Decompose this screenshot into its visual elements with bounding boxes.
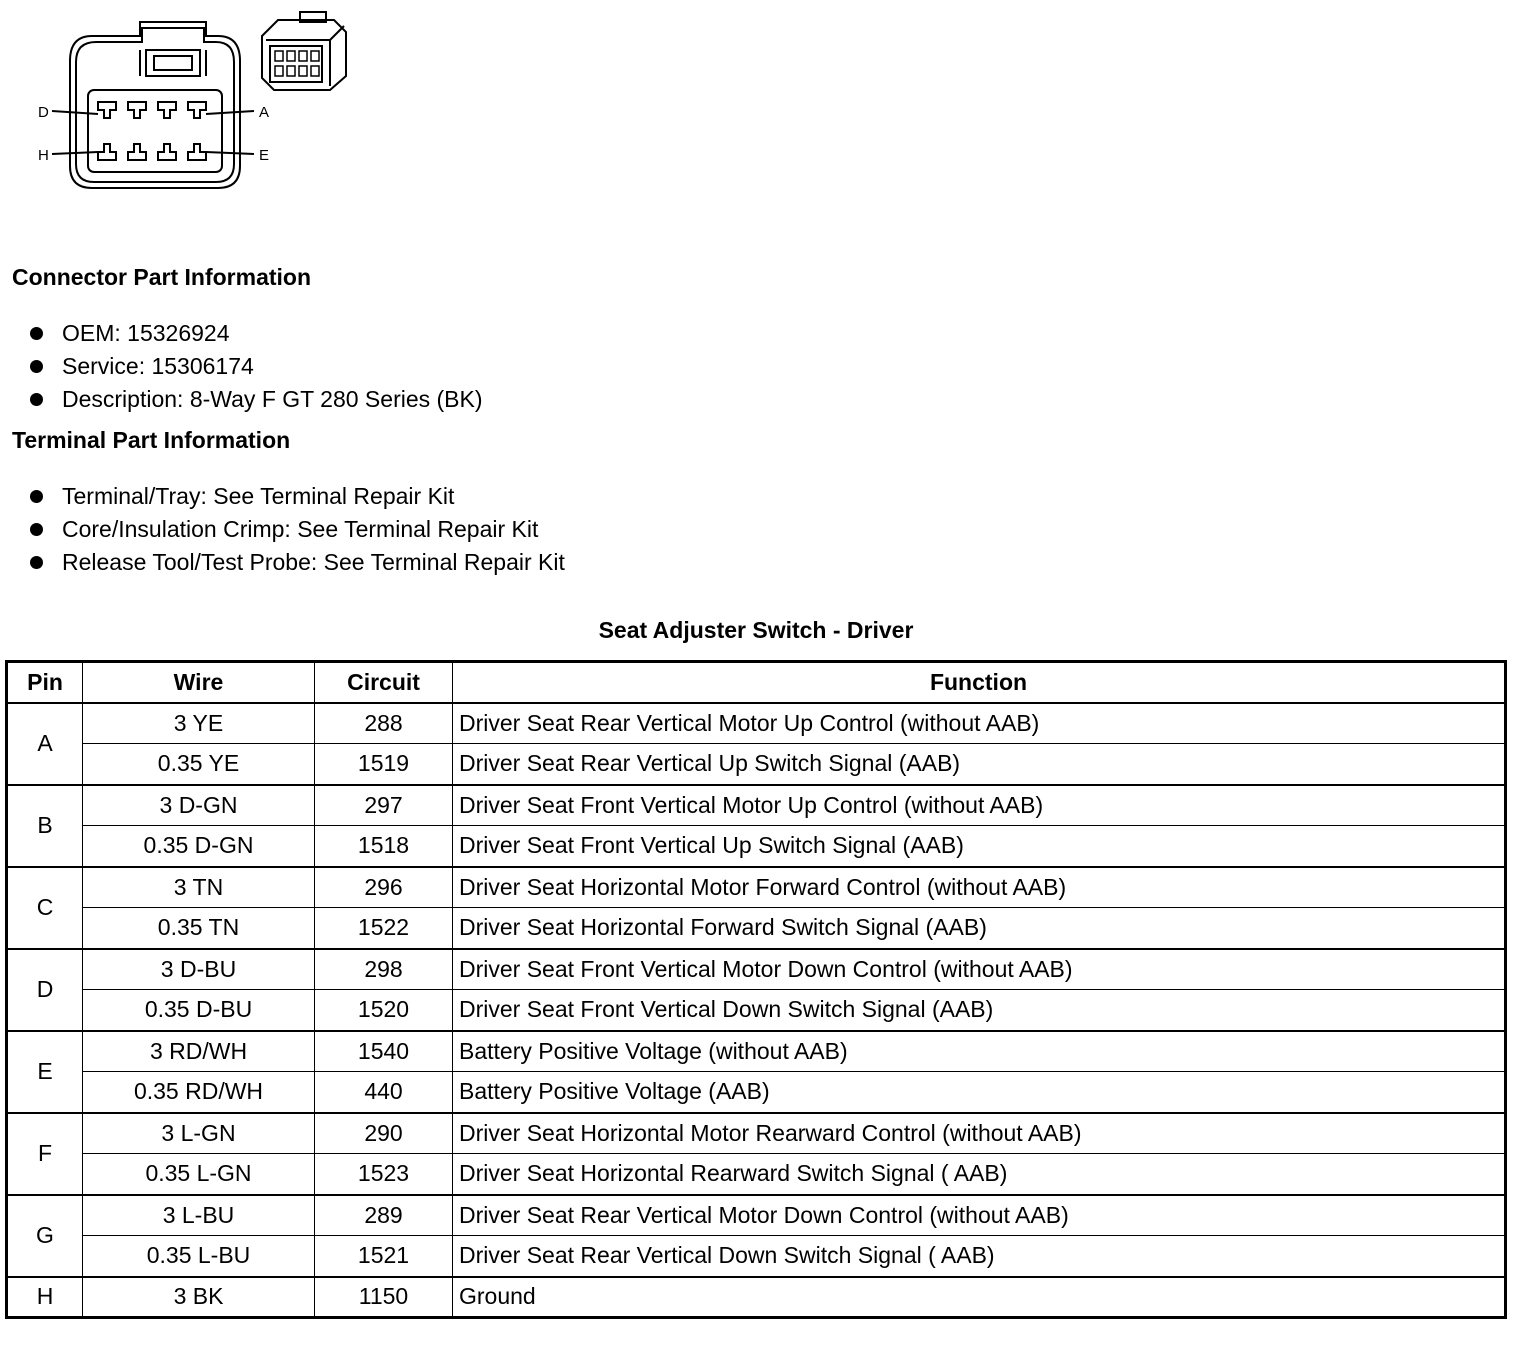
table-header-row (7, 662, 1506, 703)
connector-part-heading: Connector Part Information (12, 264, 312, 290)
wire-cell: 3 D-BU (83, 949, 315, 990)
terminal-part-list (30, 480, 565, 579)
circuit-cell: 1519 (315, 744, 453, 785)
wire-cell: 3 YE (83, 703, 315, 744)
function-cell: Driver Seat Horizontal Rearward Switch Signal ( AAB) (453, 1154, 1506, 1195)
wire-cell: 0.35 L-BU (83, 1236, 315, 1277)
function-cell: Driver Seat Front Vertical Motor Up Control (without AAB) (453, 785, 1506, 826)
pin-cell: E (7, 1031, 83, 1113)
pin-cell: F (7, 1113, 83, 1195)
circuit-cell: 1520 (315, 990, 453, 1031)
circuit-cell: 298 (315, 949, 453, 990)
list-item: Description: 8-Way F GT 280 Series (BK) (30, 383, 483, 416)
function-cell: Driver Seat Front Vertical Up Switch Signal (AAB) (453, 826, 1506, 867)
circuit-cell: 1521 (315, 1236, 453, 1277)
list-item: Terminal/Tray: See Terminal Repair Kit (30, 480, 565, 513)
table-row (7, 1277, 1506, 1318)
function-cell: Ground (453, 1277, 1506, 1318)
header-wire: Wire (83, 662, 315, 703)
pin-cell: B (7, 785, 83, 867)
wire-cell: 3 L-GN (83, 1113, 315, 1154)
circuit-cell: 440 (315, 1072, 453, 1113)
circuit-cell: 297 (315, 785, 453, 826)
header-function: Function (453, 662, 1506, 703)
circuit-cell: 290 (315, 1113, 453, 1154)
table-row (7, 1236, 1506, 1277)
pin-label-h: H (38, 147, 49, 164)
bullet-icon (30, 360, 43, 373)
pin-label-d: D (38, 104, 49, 121)
wire-cell: 0.35 TN (83, 908, 315, 949)
pin-cell: A (7, 703, 83, 785)
function-cell: Driver Seat Horizontal Motor Rearward Control (without AAB) (453, 1113, 1506, 1154)
circuit-cell: 1150 (315, 1277, 453, 1318)
function-cell: Driver Seat Rear Vertical Up Switch Signal (AAB) (453, 744, 1506, 785)
function-cell: Driver Seat Horizontal Forward Switch Signal (AAB) (453, 908, 1506, 949)
connector-part-list (30, 317, 483, 416)
wire-cell: 3 D-GN (83, 785, 315, 826)
table-row (7, 826, 1506, 867)
table-row (7, 744, 1506, 785)
table-title: Seat Adjuster Switch - Driver (598, 617, 914, 643)
table-row (7, 1113, 1506, 1154)
circuit-cell: 296 (315, 867, 453, 908)
function-cell: Driver Seat Rear Vertical Motor Down Control (without AAB) (453, 1195, 1506, 1236)
wire-cell: 0.35 L-GN (83, 1154, 315, 1195)
table-row (7, 703, 1506, 744)
circuit-cell: 1522 (315, 908, 453, 949)
bullet-icon (30, 327, 43, 340)
circuit-cell: 1540 (315, 1031, 453, 1072)
table-row (7, 949, 1506, 990)
function-cell: Battery Positive Voltage (AAB) (453, 1072, 1506, 1113)
circuit-cell: 289 (315, 1195, 453, 1236)
table-row (7, 990, 1506, 1031)
function-cell: Driver Seat Front Vertical Motor Down Control (without AAB) (453, 949, 1506, 990)
table-row (7, 1031, 1506, 1072)
list-item: OEM: 15326924 (30, 317, 483, 350)
bullet-icon (30, 556, 43, 569)
header-circuit: Circuit (315, 662, 453, 703)
list-item: Release Tool/Test Probe: See Terminal Repair Kit (30, 546, 565, 579)
pin-cell: H (7, 1277, 83, 1318)
terminal-part-heading: Terminal Part Information (12, 427, 291, 453)
table-row (7, 1195, 1506, 1236)
table-row (7, 1072, 1506, 1113)
table-row (7, 785, 1506, 826)
table-row (7, 908, 1506, 949)
function-cell: Driver Seat Rear Vertical Motor Up Control (without AAB) (453, 703, 1506, 744)
bullet-icon (30, 523, 43, 536)
circuit-cell: 1518 (315, 826, 453, 867)
wire-cell: 3 RD/WH (83, 1031, 315, 1072)
connector-face-diagram (30, 6, 360, 196)
bullet-icon (30, 393, 43, 406)
pinout-table (5, 660, 1507, 1319)
pin-cell: C (7, 867, 83, 949)
header-pin: Pin (7, 662, 83, 703)
function-cell: Battery Positive Voltage (without AAB) (453, 1031, 1506, 1072)
table-row (7, 867, 1506, 908)
circuit-cell: 288 (315, 703, 453, 744)
table-row (7, 1154, 1506, 1195)
pin-label-e: E (259, 147, 270, 164)
wire-cell: 0.35 D-GN (83, 826, 315, 867)
function-cell: Driver Seat Rear Vertical Down Switch Signal ( AAB) (453, 1236, 1506, 1277)
wire-cell: 0.35 D-BU (83, 990, 315, 1031)
bullet-icon (30, 490, 43, 503)
pin-cell: D (7, 949, 83, 1031)
wire-cell: 0.35 YE (83, 744, 315, 785)
wire-cell: 3 BK (83, 1277, 315, 1318)
list-item: Service: 15306174 (30, 350, 483, 383)
function-cell: Driver Seat Horizontal Motor Forward Control (without AAB) (453, 867, 1506, 908)
wire-cell: 0.35 RD/WH (83, 1072, 315, 1113)
wire-cell: 3 L-BU (83, 1195, 315, 1236)
function-cell: Driver Seat Front Vertical Down Switch Signal (AAB) (453, 990, 1506, 1031)
wire-cell: 3 TN (83, 867, 315, 908)
pin-cell: G (7, 1195, 83, 1277)
pin-label-a: A (259, 104, 270, 121)
circuit-cell: 1523 (315, 1154, 453, 1195)
list-item: Core/Insulation Crimp: See Terminal Repair Kit (30, 513, 565, 546)
